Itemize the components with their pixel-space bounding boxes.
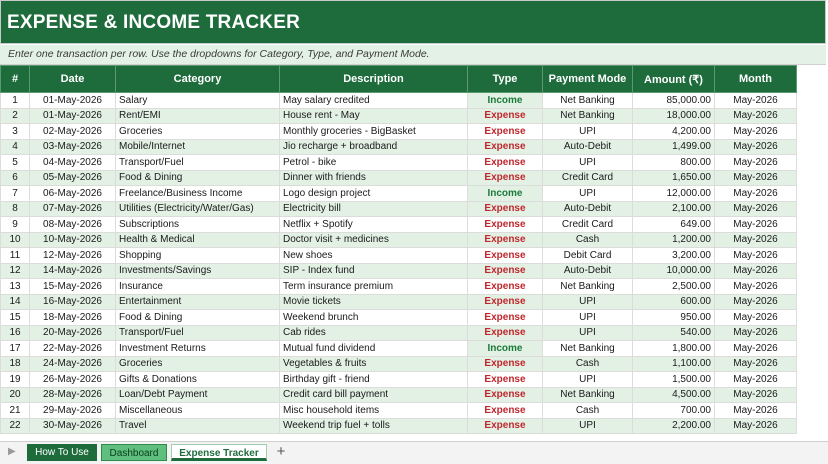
cell-num[interactable]: 1 [1,93,30,109]
cell-type[interactable]: Expense [468,108,543,124]
cell-date[interactable]: 01-May-2026 [30,108,116,124]
cell-amount[interactable]: 3,200.00 [633,248,715,264]
table-row [1,186,797,202]
cell-amount[interactable]: 85,000.00 [633,93,715,109]
cell-num[interactable]: 21 [1,403,30,419]
table-row [1,356,797,372]
table-row [1,155,797,171]
cell-payment-mode[interactable]: Auto-Debit [543,263,633,279]
cell-description[interactable]: Credit card bill payment [280,387,468,403]
col-header-payment-mode[interactable]: Payment Mode [543,66,633,93]
cell-date[interactable]: 15-May-2026 [30,279,116,295]
cell-month[interactable]: May-2026 [715,418,797,434]
cell-payment-mode[interactable]: Cash [543,403,633,419]
instruction-text: Enter one transaction per row. Use the dropdowns for Category, Type, and Payment Mode. [8,48,430,60]
cell-category[interactable]: Miscellaneous [116,403,280,419]
cell-month[interactable]: May-2026 [715,403,797,419]
cell-date[interactable]: 10-May-2026 [30,232,116,248]
cell-description[interactable]: Petrol - bike [280,155,468,171]
cell-date[interactable]: 02-May-2026 [30,124,116,140]
cell-description[interactable]: Mutual fund dividend [280,341,468,357]
cell-month[interactable]: May-2026 [715,232,797,248]
cell-type[interactable]: Expense [468,124,543,140]
cell-amount[interactable]: 4,500.00 [633,387,715,403]
table-row [1,387,797,403]
cell-category[interactable]: Insurance [116,279,280,295]
tab-how-to-use[interactable]: How To Use [27,444,97,461]
cell-description[interactable]: SIP - Index fund [280,263,468,279]
cell-description[interactable]: Weekend trip fuel + tolls [280,418,468,434]
cell-category[interactable]: Salary [116,93,280,109]
table-row [1,372,797,388]
cell-amount[interactable]: 1,200.00 [633,232,715,248]
cell-num[interactable]: 11 [1,248,30,264]
cell-type[interactable]: Expense [468,201,543,217]
cell-month[interactable]: May-2026 [715,279,797,295]
cell-type[interactable]: Expense [468,232,543,248]
tab-scroll-arrow-icon[interactable]: ▶ [8,446,16,457]
cell-num[interactable]: 3 [1,124,30,140]
cell-amount[interactable]: 12,000.00 [633,186,715,202]
cell-amount[interactable]: 540.00 [633,325,715,341]
cell-num[interactable]: 4 [1,139,30,155]
cell-date[interactable]: 14-May-2026 [30,263,116,279]
table-row [1,93,797,109]
cell-category[interactable]: Freelance/Business Income [116,186,280,202]
cell-description[interactable]: Electricity bill [280,201,468,217]
cell-type[interactable]: Expense [468,387,543,403]
cell-amount[interactable]: 649.00 [633,217,715,233]
cell-payment-mode[interactable]: UPI [543,155,633,171]
cell-payment-mode[interactable]: UPI [543,294,633,310]
cell-month[interactable]: May-2026 [715,372,797,388]
cell-num[interactable]: 6 [1,170,30,186]
cell-date[interactable]: 28-May-2026 [30,387,116,403]
cell-category[interactable]: Gifts & Donations [116,372,280,388]
cell-type[interactable]: Income [468,186,543,202]
cell-payment-mode[interactable]: Cash [543,232,633,248]
table-row [1,170,797,186]
table-row [1,403,797,419]
cell-type[interactable]: Expense [468,310,543,326]
cell-type[interactable]: Income [468,93,543,109]
cell-description[interactable]: Birthday gift - friend [280,372,468,388]
cell-date[interactable]: 03-May-2026 [30,139,116,155]
table-row [1,341,797,357]
col-header-amount[interactable]: Amount (₹) [633,66,715,93]
cell-description[interactable]: Netflix + Spotify [280,217,468,233]
cell-description[interactable]: Term insurance premium [280,279,468,295]
cell-month[interactable]: May-2026 [715,325,797,341]
cell-description[interactable]: Monthly groceries - BigBasket [280,124,468,140]
cell-description[interactable]: Vegetables & fruits [280,356,468,372]
cell-date[interactable]: 04-May-2026 [30,155,116,171]
cell-type[interactable]: Expense [468,170,543,186]
col-header-month[interactable]: Month [715,66,797,93]
table-row [1,263,797,279]
table-row [1,325,797,341]
tab-expense-tracker[interactable]: Expense Tracker [171,444,267,461]
cell-category[interactable]: Loan/Debt Payment [116,387,280,403]
cell-date[interactable]: 01-May-2026 [30,93,116,109]
cell-type[interactable]: Expense [468,263,543,279]
cell-date[interactable]: 24-May-2026 [30,356,116,372]
cell-payment-mode[interactable]: Credit Card [543,217,633,233]
cell-date[interactable]: 06-May-2026 [30,186,116,202]
cell-date[interactable]: 20-May-2026 [30,325,116,341]
instruction-row [0,45,826,65]
cell-num[interactable]: 15 [1,310,30,326]
cell-date[interactable]: 26-May-2026 [30,372,116,388]
cell-num[interactable]: 8 [1,201,30,217]
cell-date[interactable]: 12-May-2026 [30,248,116,264]
cell-month[interactable]: May-2026 [715,263,797,279]
cell-type[interactable]: Expense [468,372,543,388]
cell-type[interactable]: Expense [468,248,543,264]
cell-month[interactable]: May-2026 [715,217,797,233]
cell-date[interactable]: 22-May-2026 [30,341,116,357]
cell-month[interactable]: May-2026 [715,93,797,109]
cell-type[interactable]: Expense [468,356,543,372]
cell-num[interactable]: 9 [1,217,30,233]
cell-type[interactable]: Expense [468,418,543,434]
cell-amount[interactable]: 1,100.00 [633,356,715,372]
table-row [1,294,797,310]
cell-num[interactable]: 20 [1,387,30,403]
cell-description[interactable]: Logo design project [280,186,468,202]
cell-amount[interactable]: 950.00 [633,310,715,326]
table-row [1,217,797,233]
cell-type[interactable]: Expense [468,155,543,171]
cell-month[interactable]: May-2026 [715,124,797,140]
cell-month[interactable]: May-2026 [715,294,797,310]
cell-description[interactable]: Weekend brunch [280,310,468,326]
cell-description[interactable]: New shoes [280,248,468,264]
cell-description[interactable]: House rent - May [280,108,468,124]
col-header-type[interactable]: Type [468,66,543,93]
cell-date[interactable]: 08-May-2026 [30,217,116,233]
cell-amount[interactable]: 1,499.00 [633,139,715,155]
cell-amount[interactable]: 1,650.00 [633,170,715,186]
cell-month[interactable]: May-2026 [715,170,797,186]
cell-amount[interactable]: 2,200.00 [633,418,715,434]
cell-category[interactable]: Health & Medical [116,232,280,248]
cell-description[interactable]: Misc household items [280,403,468,419]
cell-date[interactable]: 16-May-2026 [30,294,116,310]
cell-category[interactable]: Food & Dining [116,170,280,186]
table-row [1,310,797,326]
cell-payment-mode[interactable]: Cash [543,356,633,372]
cell-type[interactable]: Expense [468,139,543,155]
table-row [1,279,797,295]
col-header-date[interactable]: Date [30,66,116,93]
cell-category[interactable]: Groceries [116,124,280,140]
cell-month[interactable]: May-2026 [715,201,797,217]
cell-payment-mode[interactable]: Net Banking [543,108,633,124]
cell-num[interactable]: 12 [1,263,30,279]
cell-description[interactable]: Movie tickets [280,294,468,310]
table-row [1,139,797,155]
cell-payment-mode[interactable]: UPI [543,124,633,140]
cell-month[interactable]: May-2026 [715,139,797,155]
transactions-table [0,65,797,434]
cell-amount[interactable]: 4,200.00 [633,124,715,140]
cell-month[interactable]: May-2026 [715,108,797,124]
cell-type[interactable]: Expense [468,403,543,419]
cell-amount[interactable]: 700.00 [633,403,715,419]
cell-description[interactable]: Jio recharge + broadband [280,139,468,155]
cell-num[interactable]: 17 [1,341,30,357]
sheet-title: EXPENSE & INCOME TRACKER [7,12,301,33]
col-header-category[interactable]: Category [116,66,280,93]
cell-month[interactable]: May-2026 [715,248,797,264]
cell-payment-mode[interactable]: Credit Card [543,170,633,186]
cell-category[interactable]: Transport/Fuel [116,155,280,171]
cell-date[interactable]: 18-May-2026 [30,310,116,326]
cell-date[interactable]: 05-May-2026 [30,170,116,186]
cell-amount[interactable]: 1,800.00 [633,341,715,357]
cell-type[interactable]: Expense [468,294,543,310]
cell-month[interactable]: May-2026 [715,387,797,403]
cell-month[interactable]: May-2026 [715,310,797,326]
cell-payment-mode[interactable]: Auto-Debit [543,201,633,217]
cell-payment-mode[interactable]: UPI [543,325,633,341]
cell-amount[interactable]: 1,500.00 [633,372,715,388]
cell-month[interactable]: May-2026 [715,155,797,171]
cell-category[interactable]: Groceries [116,356,280,372]
cell-payment-mode[interactable]: Auto-Debit [543,139,633,155]
cell-num[interactable]: 2 [1,108,30,124]
cell-payment-mode[interactable]: Net Banking [543,341,633,357]
cell-num[interactable]: 18 [1,356,30,372]
cell-payment-mode[interactable]: Net Banking [543,93,633,109]
cell-month[interactable]: May-2026 [715,186,797,202]
cell-num[interactable]: 5 [1,155,30,171]
cell-type[interactable]: Income [468,341,543,357]
cell-description[interactable]: Doctor visit + medicines [280,232,468,248]
cell-payment-mode[interactable]: Net Banking [543,279,633,295]
cell-num[interactable]: 13 [1,279,30,295]
cell-num[interactable]: 10 [1,232,30,248]
col-header-num[interactable]: # [1,66,30,93]
cell-amount[interactable]: 2,100.00 [633,201,715,217]
cell-amount[interactable]: 2,500.00 [633,279,715,295]
table-row [1,232,797,248]
table-row [1,108,797,124]
cell-category[interactable]: Subscriptions [116,217,280,233]
cell-payment-mode[interactable]: Debit Card [543,248,633,264]
table-row [1,201,797,217]
cell-num[interactable]: 19 [1,372,30,388]
cell-payment-mode[interactable]: UPI [543,186,633,202]
add-sheet-button[interactable]: + [276,443,286,460]
cell-type[interactable]: Expense [468,217,543,233]
cell-num[interactable]: 14 [1,294,30,310]
table-row [1,248,797,264]
cell-payment-mode[interactable]: UPI [543,418,633,434]
cell-category[interactable]: Food & Dining [116,310,280,326]
cell-description[interactable]: Dinner with friends [280,170,468,186]
cell-month[interactable]: May-2026 [715,356,797,372]
cell-date[interactable]: 29-May-2026 [30,403,116,419]
cell-num[interactable]: 7 [1,186,30,202]
cell-num[interactable]: 16 [1,325,30,341]
sheet-tab-bar [0,441,828,464]
cell-category[interactable]: Transport/Fuel [116,325,280,341]
cell-date[interactable]: 30-May-2026 [30,418,116,434]
cell-type[interactable]: Expense [468,325,543,341]
cell-category[interactable]: Utilities (Electricity/Water/Gas) [116,201,280,217]
table-row [1,418,797,434]
cell-category[interactable]: Investment Returns [116,341,280,357]
cell-category[interactable]: Mobile/Internet [116,139,280,155]
cell-date[interactable]: 07-May-2026 [30,201,116,217]
cell-category[interactable]: Investments/Savings [116,263,280,279]
header-row [1,66,797,93]
table-row [1,124,797,140]
sheet-title-banner [0,0,826,44]
cell-amount[interactable]: 600.00 [633,294,715,310]
cell-payment-mode[interactable]: Net Banking [543,387,633,403]
cell-category[interactable]: Rent/EMI [116,108,280,124]
cell-payment-mode[interactable]: UPI [543,310,633,326]
cell-type[interactable]: Expense [468,279,543,295]
col-header-description[interactable]: Description [280,66,468,93]
cell-amount[interactable]: 10,000.00 [633,263,715,279]
cell-description[interactable]: Cab rides [280,325,468,341]
cell-category[interactable]: Travel [116,418,280,434]
cell-category[interactable]: Entertainment [116,294,280,310]
tab-dashboard[interactable]: Dashboard [101,444,167,461]
cell-payment-mode[interactable]: UPI [543,372,633,388]
cell-description[interactable]: May salary credited [280,93,468,109]
cell-category[interactable]: Shopping [116,248,280,264]
cell-amount[interactable]: 18,000.00 [633,108,715,124]
cell-month[interactable]: May-2026 [715,341,797,357]
cell-num[interactable]: 22 [1,418,30,434]
cell-amount[interactable]: 800.00 [633,155,715,171]
